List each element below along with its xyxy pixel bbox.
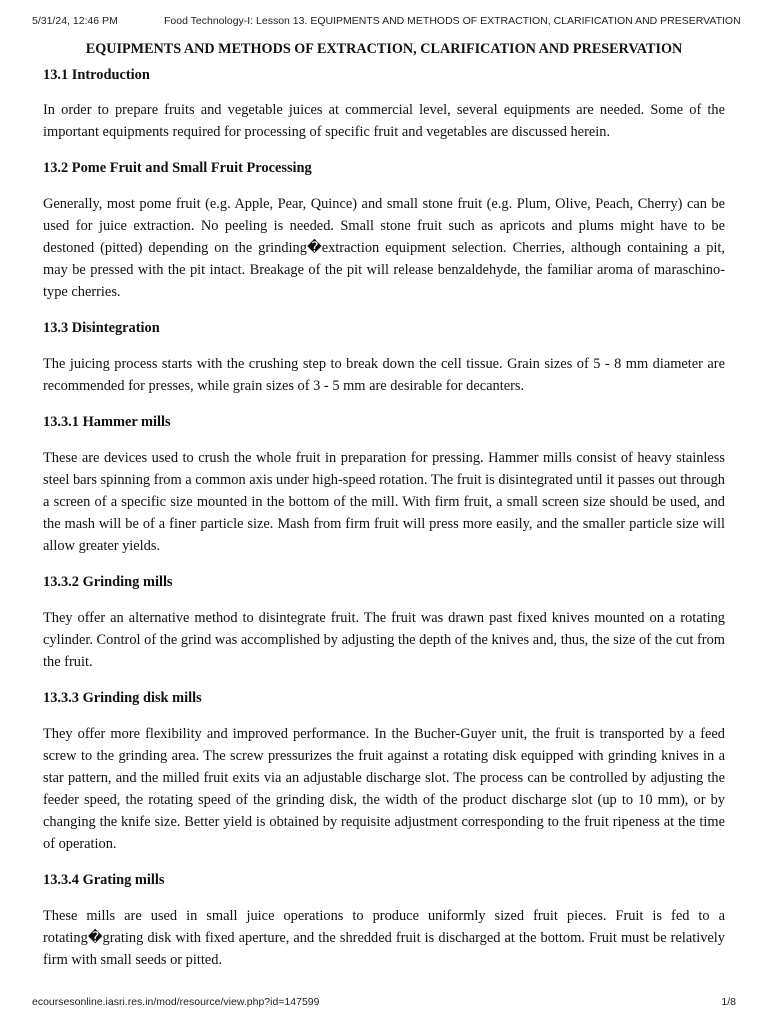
section-body-hammer-mills: These are devices used to crush the whole fruit in preparation for pressing. Hammer mills consist of heavy stainless steel bars spinning from a common axis under high-speed rotation. The fruit is disintegrated until it passes out through a screen of a specific size mounted in the bottom of the mill. With firm fruit, a small screen size should be used, and the mash will be of a finer particle size. Mash from firm fruit will press more easily, and the smaller particle size will allow greater yields. (43, 450, 725, 554)
section-heading-pome-fruit: 13.2 Pome Fruit and Small Fruit Processing (43, 160, 312, 176)
print-header (32, 14, 741, 28)
print-url: ecoursesonline.iasri.res.in/mod/resource/view.php?id=147599 (32, 996, 320, 1008)
section-body-disintegration: The juicing process starts with the crushing step to break down the cell tissue. Grain sizes of 5 - 8 mm diameter are recommended for presses, while grain sizes of 3 - 5 mm are desirable for decanters. (43, 356, 725, 394)
section-body-grinding-mills: They offer an alternative method to disintegrate fruit. The fruit was drawn past fixed knives mounted on a rotating cylinder. Control of the grind was accomplished by adjusting the depth of the knives and, thus, the size of the cut from the fruit. (43, 610, 725, 670)
section-heading-grinding-mills: 13.3.2 Grinding mills (43, 574, 173, 590)
section-body-pome-fruit: Generally, most pome fruit (e.g. Apple, Pear, Quince) and small stone fruit (e.g. Plum, Olive, Peach, Cherry) can be used for juice extraction. No peeling is needed. Small stone fruit such as apricots and plums might have to be destoned (pitted) depending on the grinding�extraction equipment selection. Cherries, although containing a pit, may be pressed with the pit intact. Breakage of the pit will release benzaldehyde, the familiar aroma of maraschino-type cherries. (43, 196, 725, 300)
section-heading-grating-mills: 13.3.4 Grating mills (43, 872, 165, 888)
section-heading-disintegration: 13.3 Disintegration (43, 320, 160, 336)
section-heading-introduction: 13.1 Introduction (43, 67, 150, 83)
section-body-grating-mills: These mills are used in small juice operations to produce uniformly sized fruit pieces. Fruit is fed to a rotating�grating disk with fixed aperture, and the shredded fruit is discharged at the bottom. Fruit must be relatively firm with small seeds or pitted. (43, 908, 725, 968)
print-footer (32, 995, 736, 1009)
section-body-grinding-disk-mills: They offer more flexibility and improved performance. In the Bucher-Guyer unit, the fruit is transported by a feed screw to the grinding area. The screw pressurizes the fruit against a rotating disk equipped with grinding knives in a star pattern, and the milled fruit exits via an adjustable discharge slot. The process can be controlled by adjusting the feeder speed, the rotating speed of the grinding disk, the width of the product discharge slot (up to 10 mm), or by changing the knife size. Better yield is obtained by requisite adjustment corresponding to the fruit ripeness at the time of operation. (43, 726, 725, 852)
document-title: EQUIPMENTS AND METHODS OF EXTRACTION, CLARIFICATION AND PRESERVATION (85, 41, 683, 57)
section-heading-grinding-disk-mills: 13.3.3 Grinding disk mills (43, 690, 202, 706)
document-body (43, 38, 725, 971)
print-datetime: 5/31/24, 12:46 PM (32, 15, 118, 27)
page-number: 1/8 (721, 996, 736, 1008)
section-body-introduction: In order to prepare fruits and vegetable juices at commercial level, several equipments are needed. Some of the important equipments required for processing of specific fruit and vegetables are discussed herein. (43, 102, 725, 140)
section-heading-hammer-mills: 13.3.1 Hammer mills (43, 414, 171, 430)
print-page-title: Food Technology-I: Lesson 13. EQUIPMENTS AND METHODS OF EXTRACTION, CLARIFICATION AND PRESERVATION (164, 15, 741, 27)
